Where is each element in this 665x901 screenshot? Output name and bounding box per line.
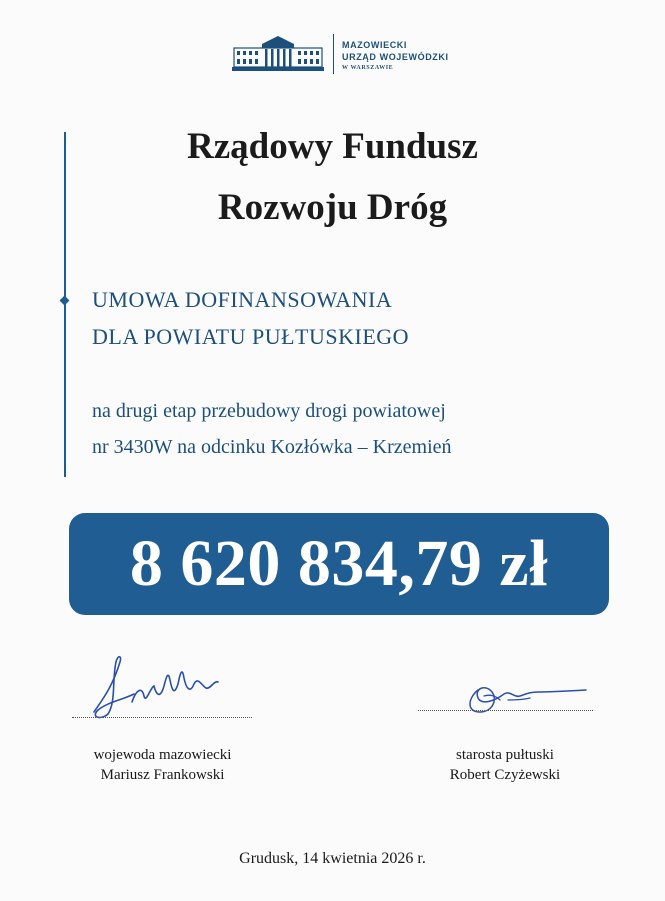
subtitle-line-2: DLA POWIATU PUŁTUSKIEGO [92, 324, 410, 349]
amount-value: 8 620 834,79 zł [129, 527, 549, 600]
description-line-1: na drugi etap przebudowy drogi powiatowej [92, 400, 446, 422]
signer-right-role: starosta pułtuski [456, 747, 554, 763]
amount-banner [69, 513, 609, 615]
logo-line-1: MAZOWIECKI [342, 40, 407, 50]
signature-left-icon [72, 640, 252, 720]
logo-divider [333, 34, 334, 74]
signer-right-name: Robert Czyżewski [449, 767, 561, 783]
signer-right [405, 745, 605, 785]
place-date: Grudusk, 14 kwietnia 2026 r. [239, 850, 426, 867]
signer-left-name: Mariusz Frankowski [100, 767, 225, 783]
signer-left-role: wojewoda mazowiecki [93, 747, 232, 763]
signature-right-icon [418, 670, 598, 720]
title-line-1: Rządowy Fundusz [187, 126, 478, 167]
logo-line-2: URZĄD WOJEWÓDZKI [342, 52, 449, 62]
subtitle-line-1: UMOWA DOFINANSOWANIA [92, 287, 393, 312]
signature-line-right [418, 710, 593, 711]
title-line-2: Rozwoju Dróg [217, 187, 448, 228]
diamond-marker-icon [60, 296, 70, 306]
signature-line-left [72, 717, 252, 718]
office-logo [232, 30, 472, 76]
logo-text [342, 39, 449, 73]
description-line-2: nr 3430W na odcinku Kozłówka – Krzemień [92, 436, 452, 458]
signer-left [60, 745, 265, 785]
logo-line-3: W WARSZAWIE [342, 65, 394, 71]
government-building-icon [232, 34, 324, 72]
